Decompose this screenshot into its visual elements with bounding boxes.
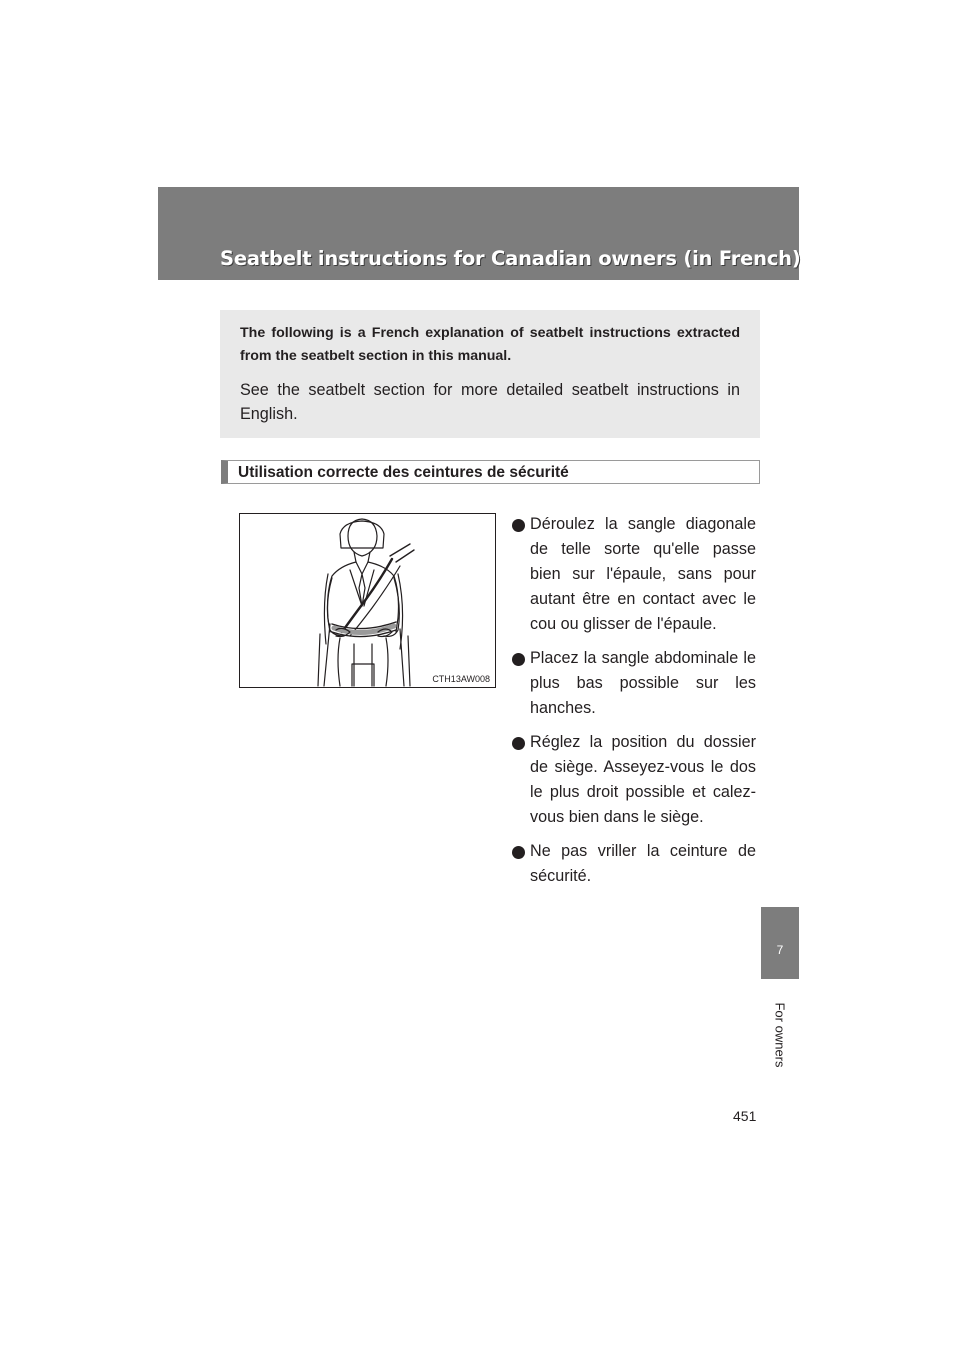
header-band — [158, 187, 799, 280]
bullet-icon — [512, 653, 525, 666]
list-item-text: Ne pas vriller la ceinture de sécurité. — [530, 842, 756, 885]
chapter-number: 7 — [776, 943, 784, 957]
list-item — [512, 512, 756, 637]
bullet-icon — [512, 737, 525, 750]
section-heading — [221, 460, 760, 484]
list-item-text: Placez la sangle abdominale le plus bas possible sur les hanches. — [530, 649, 756, 717]
list-item — [512, 839, 756, 889]
list-item — [512, 646, 756, 721]
list-item-text: Réglez la position du dossier de siège. Asseyez-vous le dos le plus droit possible et calez-vous bien dans le siège. — [530, 733, 756, 826]
figure-code: CTH13AW008 — [432, 674, 490, 684]
page-title: Seatbelt instructions for Canadian owners (in French) — [220, 247, 801, 270]
intro-box — [220, 310, 760, 438]
list-item-text: Déroulez la sangle diagonale de telle sorte qu'elle passe bien sur l'épaule, sans pour autant être en contact avec le cou ou glisser de l'épaule. — [530, 515, 756, 633]
chapter-tab — [761, 907, 799, 979]
seatbelt-illustration — [239, 513, 496, 688]
bullet-icon — [512, 846, 525, 859]
intro-bold-text: The following is a French explanation of seatbelt instructions extracted from the seatbelt section in this manual. — [240, 325, 740, 364]
page-number: 451 — [733, 1108, 757, 1124]
intro-text: See the seatbelt section for more detailed seatbelt instructions in English. — [240, 381, 740, 423]
seated-person-drawing — [240, 514, 495, 687]
chapter-label: For owners — [772, 1002, 788, 1068]
instruction-list — [512, 512, 756, 898]
list-item — [512, 730, 756, 830]
bullet-icon — [512, 519, 525, 532]
section-heading-text: Utilisation correcte des ceintures de sécurité — [238, 464, 569, 481]
